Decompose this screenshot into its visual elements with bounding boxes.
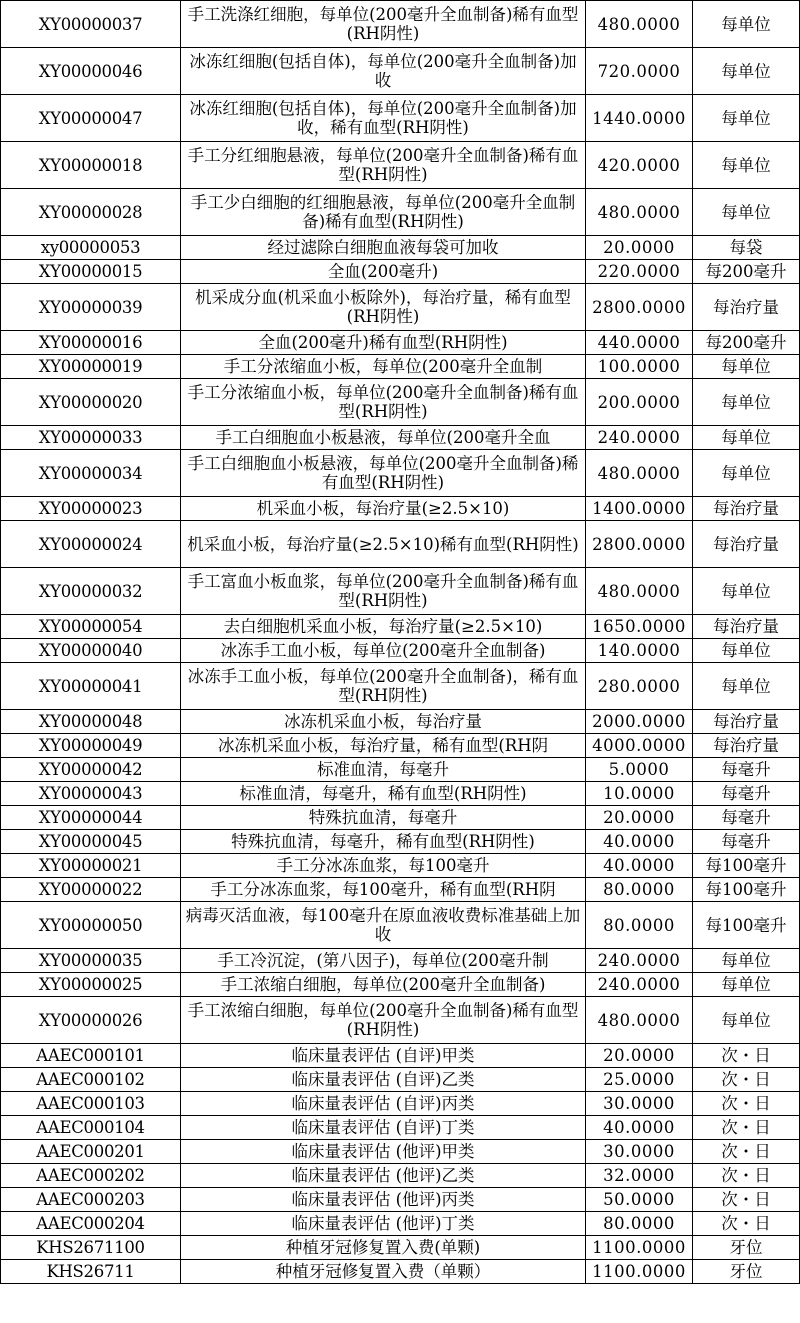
table-row [1,782,800,806]
item-code-cell: XY00000019 [1,355,181,379]
item-code-cell: XY00000045 [1,830,181,854]
item-price-cell: 720.0000 [586,48,693,95]
item-unit-cell: 次・日 [693,1044,800,1068]
item-price-cell: 5.0000 [586,758,693,782]
item-price-cell: 200.0000 [586,379,693,426]
item-code-cell: XY00000021 [1,854,181,878]
item-code-cell: xy00000053 [1,236,181,260]
item-price-cell: 2800.0000 [586,284,693,331]
item-name-cell: 临床量表评估 (自评)乙类 [181,1068,586,1092]
item-price-cell: 480.0000 [586,450,693,497]
table-row [1,236,800,260]
item-price-cell: 40.0000 [586,830,693,854]
item-name-cell: 病毒灭活血液，每100毫升在原血液收费标准基础上加收 [181,902,586,949]
item-code-cell: XY00000047 [1,95,181,142]
item-unit-cell: 次・日 [693,1188,800,1212]
item-price-cell: 1400.0000 [586,497,693,521]
item-price-cell: 20.0000 [586,236,693,260]
item-name-cell: 手工分冰冻血浆，每100毫升，稀有血型(RH阴 [181,878,586,902]
item-code-cell: XY00000043 [1,782,181,806]
item-name-cell: 全血(200毫升)稀有血型(RH阴性) [181,331,586,355]
item-unit-cell: 每治疗量 [693,284,800,331]
table-row [1,710,800,734]
item-price-cell: 480.0000 [586,1,693,48]
item-unit-cell: 每单位 [693,95,800,142]
item-code-cell: XY00000050 [1,902,181,949]
item-name-cell: 临床量表评估 (自评)丁类 [181,1116,586,1140]
item-code-cell: AAEC000101 [1,1044,181,1068]
item-name-cell: 去白细胞机采血小板，每治疗量(≥2.5×10) [181,615,586,639]
table-row [1,1116,800,1140]
item-name-cell: 临床量表评估 (他评)乙类 [181,1164,586,1188]
item-unit-cell: 每毫升 [693,830,800,854]
item-code-cell: XY00000034 [1,450,181,497]
item-code-cell: XY00000037 [1,1,181,48]
item-unit-cell: 每治疗量 [693,734,800,758]
item-unit-cell: 次・日 [693,1212,800,1236]
table-row [1,355,800,379]
table-row [1,331,800,355]
item-unit-cell: 每单位 [693,973,800,997]
item-price-cell: 480.0000 [586,568,693,615]
item-price-cell: 50.0000 [586,1188,693,1212]
item-code-cell: XY00000054 [1,615,181,639]
item-name-cell: 种植牙冠修复置入费（单颗） [181,1260,586,1284]
item-name-cell: 手工分冰冻血浆，每100毫升 [181,854,586,878]
table-row [1,1068,800,1092]
item-code-cell: XY00000049 [1,734,181,758]
item-code-cell: XY00000044 [1,806,181,830]
table-row [1,1092,800,1116]
item-price-cell: 25.0000 [586,1068,693,1092]
item-code-cell: XY00000046 [1,48,181,95]
item-price-cell: 440.0000 [586,331,693,355]
item-unit-cell: 每100毫升 [693,902,800,949]
item-name-cell: 机采血小板，每治疗量(≥2.5×10)稀有血型(RH阴性) [181,521,586,568]
table-row [1,758,800,782]
item-name-cell: 手工洗涤红细胞，每单位(200毫升全血制备)稀有血型(RH阴性) [181,1,586,48]
item-unit-cell: 每100毫升 [693,878,800,902]
item-code-cell: XY00000028 [1,189,181,236]
item-code-cell: XY00000035 [1,949,181,973]
item-unit-cell: 每单位 [693,997,800,1044]
table-row [1,997,800,1044]
item-name-cell: 经过滤除白细胞血液每袋可加收 [181,236,586,260]
item-price-cell: 80.0000 [586,1212,693,1236]
item-unit-cell: 每治疗量 [693,497,800,521]
item-price-cell: 280.0000 [586,663,693,710]
item-unit-cell: 次・日 [693,1116,800,1140]
item-unit-cell: 每毫升 [693,782,800,806]
item-unit-cell: 每毫升 [693,758,800,782]
table-row [1,1164,800,1188]
item-name-cell: 冰冻手工血小板，每单位(200毫升全血制备) [181,639,586,663]
item-unit-cell: 每单位 [693,379,800,426]
item-name-cell: 冰冻红细胞(包括自体)，每单位(200毫升全血制备)加收 [181,48,586,95]
item-name-cell: 手工分红细胞悬液，每单位(200毫升全血制备)稀有血型(RH阴性) [181,142,586,189]
item-name-cell: 手工浓缩白细胞，每单位(200毫升全血制备)稀有血型(RH阴性) [181,997,586,1044]
table-row [1,189,800,236]
item-price-cell: 40.0000 [586,854,693,878]
item-price-cell: 1100.0000 [586,1260,693,1284]
item-unit-cell: 每单位 [693,142,800,189]
item-unit-cell: 每毫升 [693,806,800,830]
item-price-cell: 1650.0000 [586,615,693,639]
table-row [1,497,800,521]
item-price-cell: 4000.0000 [586,734,693,758]
item-unit-cell: 次・日 [693,1140,800,1164]
item-name-cell: 临床量表评估 (自评)甲类 [181,1044,586,1068]
item-code-cell: XY00000032 [1,568,181,615]
table-row [1,1236,800,1260]
table-row [1,260,800,284]
item-unit-cell: 每单位 [693,1,800,48]
item-code-cell: XY00000018 [1,142,181,189]
item-name-cell: 特殊抗血清，每毫升 [181,806,586,830]
item-code-cell: XY00000042 [1,758,181,782]
item-name-cell: 冰冻手工血小板，每单位(200毫升全血制备)，稀有血型(RH阴性) [181,663,586,710]
item-code-cell: XY00000016 [1,331,181,355]
item-name-cell: 手工冷沉淀，(第八因子)，每单位(200毫升制 [181,949,586,973]
item-price-cell: 220.0000 [586,260,693,284]
item-price-cell: 100.0000 [586,355,693,379]
item-unit-cell: 每袋 [693,236,800,260]
item-name-cell: 标准血清，每毫升，稀有血型(RH阴性) [181,782,586,806]
item-code-cell: AAEC000103 [1,1092,181,1116]
table-row [1,1212,800,1236]
table-row [1,142,800,189]
item-name-cell: 冰冻机采血小板，每治疗量，稀有血型(RH阴 [181,734,586,758]
item-unit-cell: 每100毫升 [693,854,800,878]
item-code-cell: XY00000015 [1,260,181,284]
table-row [1,1140,800,1164]
item-name-cell: 临床量表评估 (他评)甲类 [181,1140,586,1164]
item-code-cell: KHS26711 [1,1260,181,1284]
item-unit-cell: 次・日 [693,1164,800,1188]
item-name-cell: 机采成分血(机采血小板除外)，每治疗量，稀有血型(RH阴性) [181,284,586,331]
item-code-cell: XY00000023 [1,497,181,521]
item-name-cell: 手工白细胞血小板悬液，每单位(200毫升全血 [181,426,586,450]
table-row [1,1,800,48]
item-code-cell: XY00000033 [1,426,181,450]
item-code-cell: XY00000040 [1,639,181,663]
item-code-cell: AAEC000104 [1,1116,181,1140]
item-code-cell: AAEC000203 [1,1188,181,1212]
item-code-cell: XY00000025 [1,973,181,997]
item-price-cell: 30.0000 [586,1092,693,1116]
item-unit-cell: 每单位 [693,568,800,615]
item-price-cell: 32.0000 [586,1164,693,1188]
item-price-cell: 20.0000 [586,806,693,830]
table-row [1,902,800,949]
item-name-cell: 冰冻红细胞(包括自体)，每单位(200毫升全血制备)加收，稀有血型(RH阴性) [181,95,586,142]
table-row [1,521,800,568]
item-price-cell: 1100.0000 [586,1236,693,1260]
item-name-cell: 全血(200毫升) [181,260,586,284]
item-unit-cell: 次・日 [693,1092,800,1116]
item-unit-cell: 每200毫升 [693,331,800,355]
item-price-cell: 80.0000 [586,902,693,949]
item-code-cell: XY00000020 [1,379,181,426]
item-unit-cell: 每治疗量 [693,521,800,568]
table-row [1,450,800,497]
table-row [1,949,800,973]
item-name-cell: 机采血小板，每治疗量(≥2.5×10) [181,497,586,521]
item-name-cell: 手工分浓缩血小板，每单位(200毫升全血制备)稀有血型(RH阴性) [181,379,586,426]
table-row [1,973,800,997]
item-code-cell: XY00000041 [1,663,181,710]
item-price-cell: 10.0000 [586,782,693,806]
item-unit-cell: 每单位 [693,450,800,497]
item-price-cell: 80.0000 [586,878,693,902]
item-price-cell: 240.0000 [586,426,693,450]
table-row [1,806,800,830]
item-price-cell: 2800.0000 [586,521,693,568]
item-code-cell: XY00000026 [1,997,181,1044]
item-price-cell: 240.0000 [586,973,693,997]
item-code-cell: XY00000024 [1,521,181,568]
item-code-cell: AAEC000202 [1,1164,181,1188]
table-row [1,854,800,878]
item-unit-cell: 每单位 [693,48,800,95]
item-price-cell: 40.0000 [586,1116,693,1140]
item-price-cell: 30.0000 [586,1140,693,1164]
item-unit-cell: 每单位 [693,426,800,450]
table-row [1,639,800,663]
item-code-cell: KHS2671100 [1,1236,181,1260]
item-name-cell: 手工分浓缩血小板，每单位(200毫升全血制 [181,355,586,379]
table-row [1,615,800,639]
item-price-cell: 480.0000 [586,997,693,1044]
item-unit-cell: 每单位 [693,949,800,973]
item-unit-cell: 牙位 [693,1236,800,1260]
table-row [1,48,800,95]
item-unit-cell: 次・日 [693,1068,800,1092]
item-price-cell: 480.0000 [586,189,693,236]
item-price-cell: 420.0000 [586,142,693,189]
item-name-cell: 特殊抗血清，每毫升，稀有血型(RH阴性) [181,830,586,854]
item-name-cell: 标准血清，每毫升 [181,758,586,782]
item-unit-cell: 每治疗量 [693,615,800,639]
item-name-cell: 手工少白细胞的红细胞悬液，每单位(200毫升全血制备)稀有血型(RH阴性) [181,189,586,236]
table-row [1,1260,800,1284]
item-name-cell: 手工浓缩白细胞，每单位(200毫升全血制备) [181,973,586,997]
item-code-cell: AAEC000102 [1,1068,181,1092]
item-name-cell: 临床量表评估 (他评)丙类 [181,1188,586,1212]
item-unit-cell: 每单位 [693,663,800,710]
item-unit-cell: 每单位 [693,355,800,379]
item-code-cell: XY00000039 [1,284,181,331]
table-row [1,1044,800,1068]
table-row [1,379,800,426]
table-row [1,426,800,450]
item-price-cell: 2000.0000 [586,710,693,734]
item-unit-cell: 每单位 [693,639,800,663]
item-code-cell: XY00000048 [1,710,181,734]
item-price-cell: 240.0000 [586,949,693,973]
table-row [1,95,800,142]
item-price-cell: 20.0000 [586,1044,693,1068]
table-row [1,1188,800,1212]
item-code-cell: AAEC000201 [1,1140,181,1164]
item-unit-cell: 每单位 [693,189,800,236]
item-name-cell: 冰冻机采血小板，每治疗量 [181,710,586,734]
item-code-cell: AAEC000204 [1,1212,181,1236]
table-row [1,284,800,331]
item-price-cell: 1440.0000 [586,95,693,142]
item-price-cell: 140.0000 [586,639,693,663]
table-row [1,663,800,710]
item-unit-cell: 每200毫升 [693,260,800,284]
table-row [1,734,800,758]
item-name-cell: 临床量表评估 (他评)丁类 [181,1212,586,1236]
item-name-cell: 手工白细胞血小板悬液，每单位(200毫升全血制备)稀有血型(RH阴性) [181,450,586,497]
fee-schedule-body [1,1,800,1284]
table-row [1,878,800,902]
item-code-cell: XY00000022 [1,878,181,902]
item-name-cell: 手工富血小板血浆，每单位(200毫升全血制备)稀有血型(RH阴性) [181,568,586,615]
table-row [1,830,800,854]
item-unit-cell: 每治疗量 [693,710,800,734]
item-name-cell: 临床量表评估 (自评)丙类 [181,1092,586,1116]
table-row [1,568,800,615]
item-unit-cell: 牙位 [693,1260,800,1284]
item-name-cell: 种植牙冠修复置入费(单颗) [181,1236,586,1260]
